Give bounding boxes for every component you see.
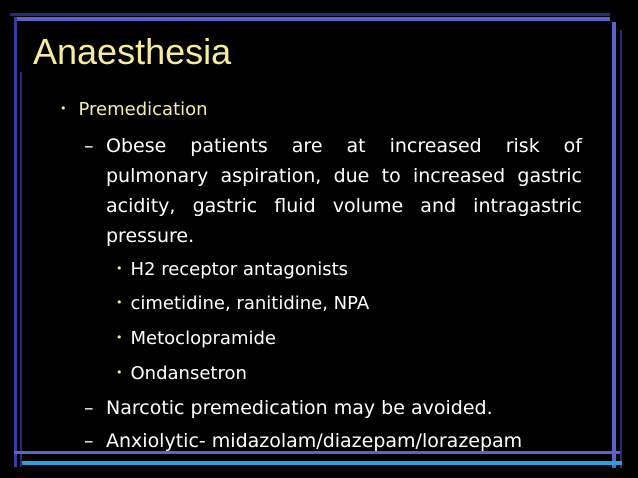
dash-icon: – (84, 135, 94, 157)
sub-bullet-text: cimetidine, ranitidine, NPA (130, 293, 370, 314)
sub-bullet-text: Ondansetron (130, 363, 247, 384)
bullet-icon: • (116, 331, 123, 344)
bullet-item-aspiration-risk: Obese patients are at increased risk of pulmonary aspiration, due to increased gastric acidity, gastric fluid volume and intragastric pressure. (106, 135, 582, 247)
sub-bullet-item (116, 360, 247, 387)
bullet-icon: • (116, 366, 123, 379)
sub-bullet-text: H2 receptor antagonists (130, 259, 349, 280)
sub-bullet-item (116, 290, 369, 317)
bullet-item-anxiolytic: Anxiolytic- midazolam/diazepam/lorazepam (106, 430, 523, 452)
bullet-icon: • (60, 102, 67, 115)
frame-top-line-accent (14, 17, 610, 21)
frame-bottom-line-accent (22, 461, 622, 465)
frame-right-line (612, 22, 616, 468)
frame-right-line-outer (620, 30, 622, 468)
frame-top-line (10, 13, 610, 16)
bullet-icon: • (116, 296, 123, 309)
sub-bullet-item (116, 256, 348, 283)
slide-title: Anaesthesia (33, 31, 232, 72)
bullet-item-narcotic: Narcotic premedication may be avoided. (106, 397, 493, 419)
bullet-icon: • (116, 262, 123, 275)
sub-bullet-item (116, 325, 276, 352)
section-heading (60, 97, 208, 122)
frame-left-line (14, 17, 17, 467)
dash-icon: – (84, 430, 94, 452)
sub-bullet-text: Metoclopramide (130, 328, 276, 349)
dash-icon: – (84, 397, 94, 419)
section-heading-label: Premedication (78, 99, 208, 120)
frame-left-line-inner (20, 72, 22, 467)
